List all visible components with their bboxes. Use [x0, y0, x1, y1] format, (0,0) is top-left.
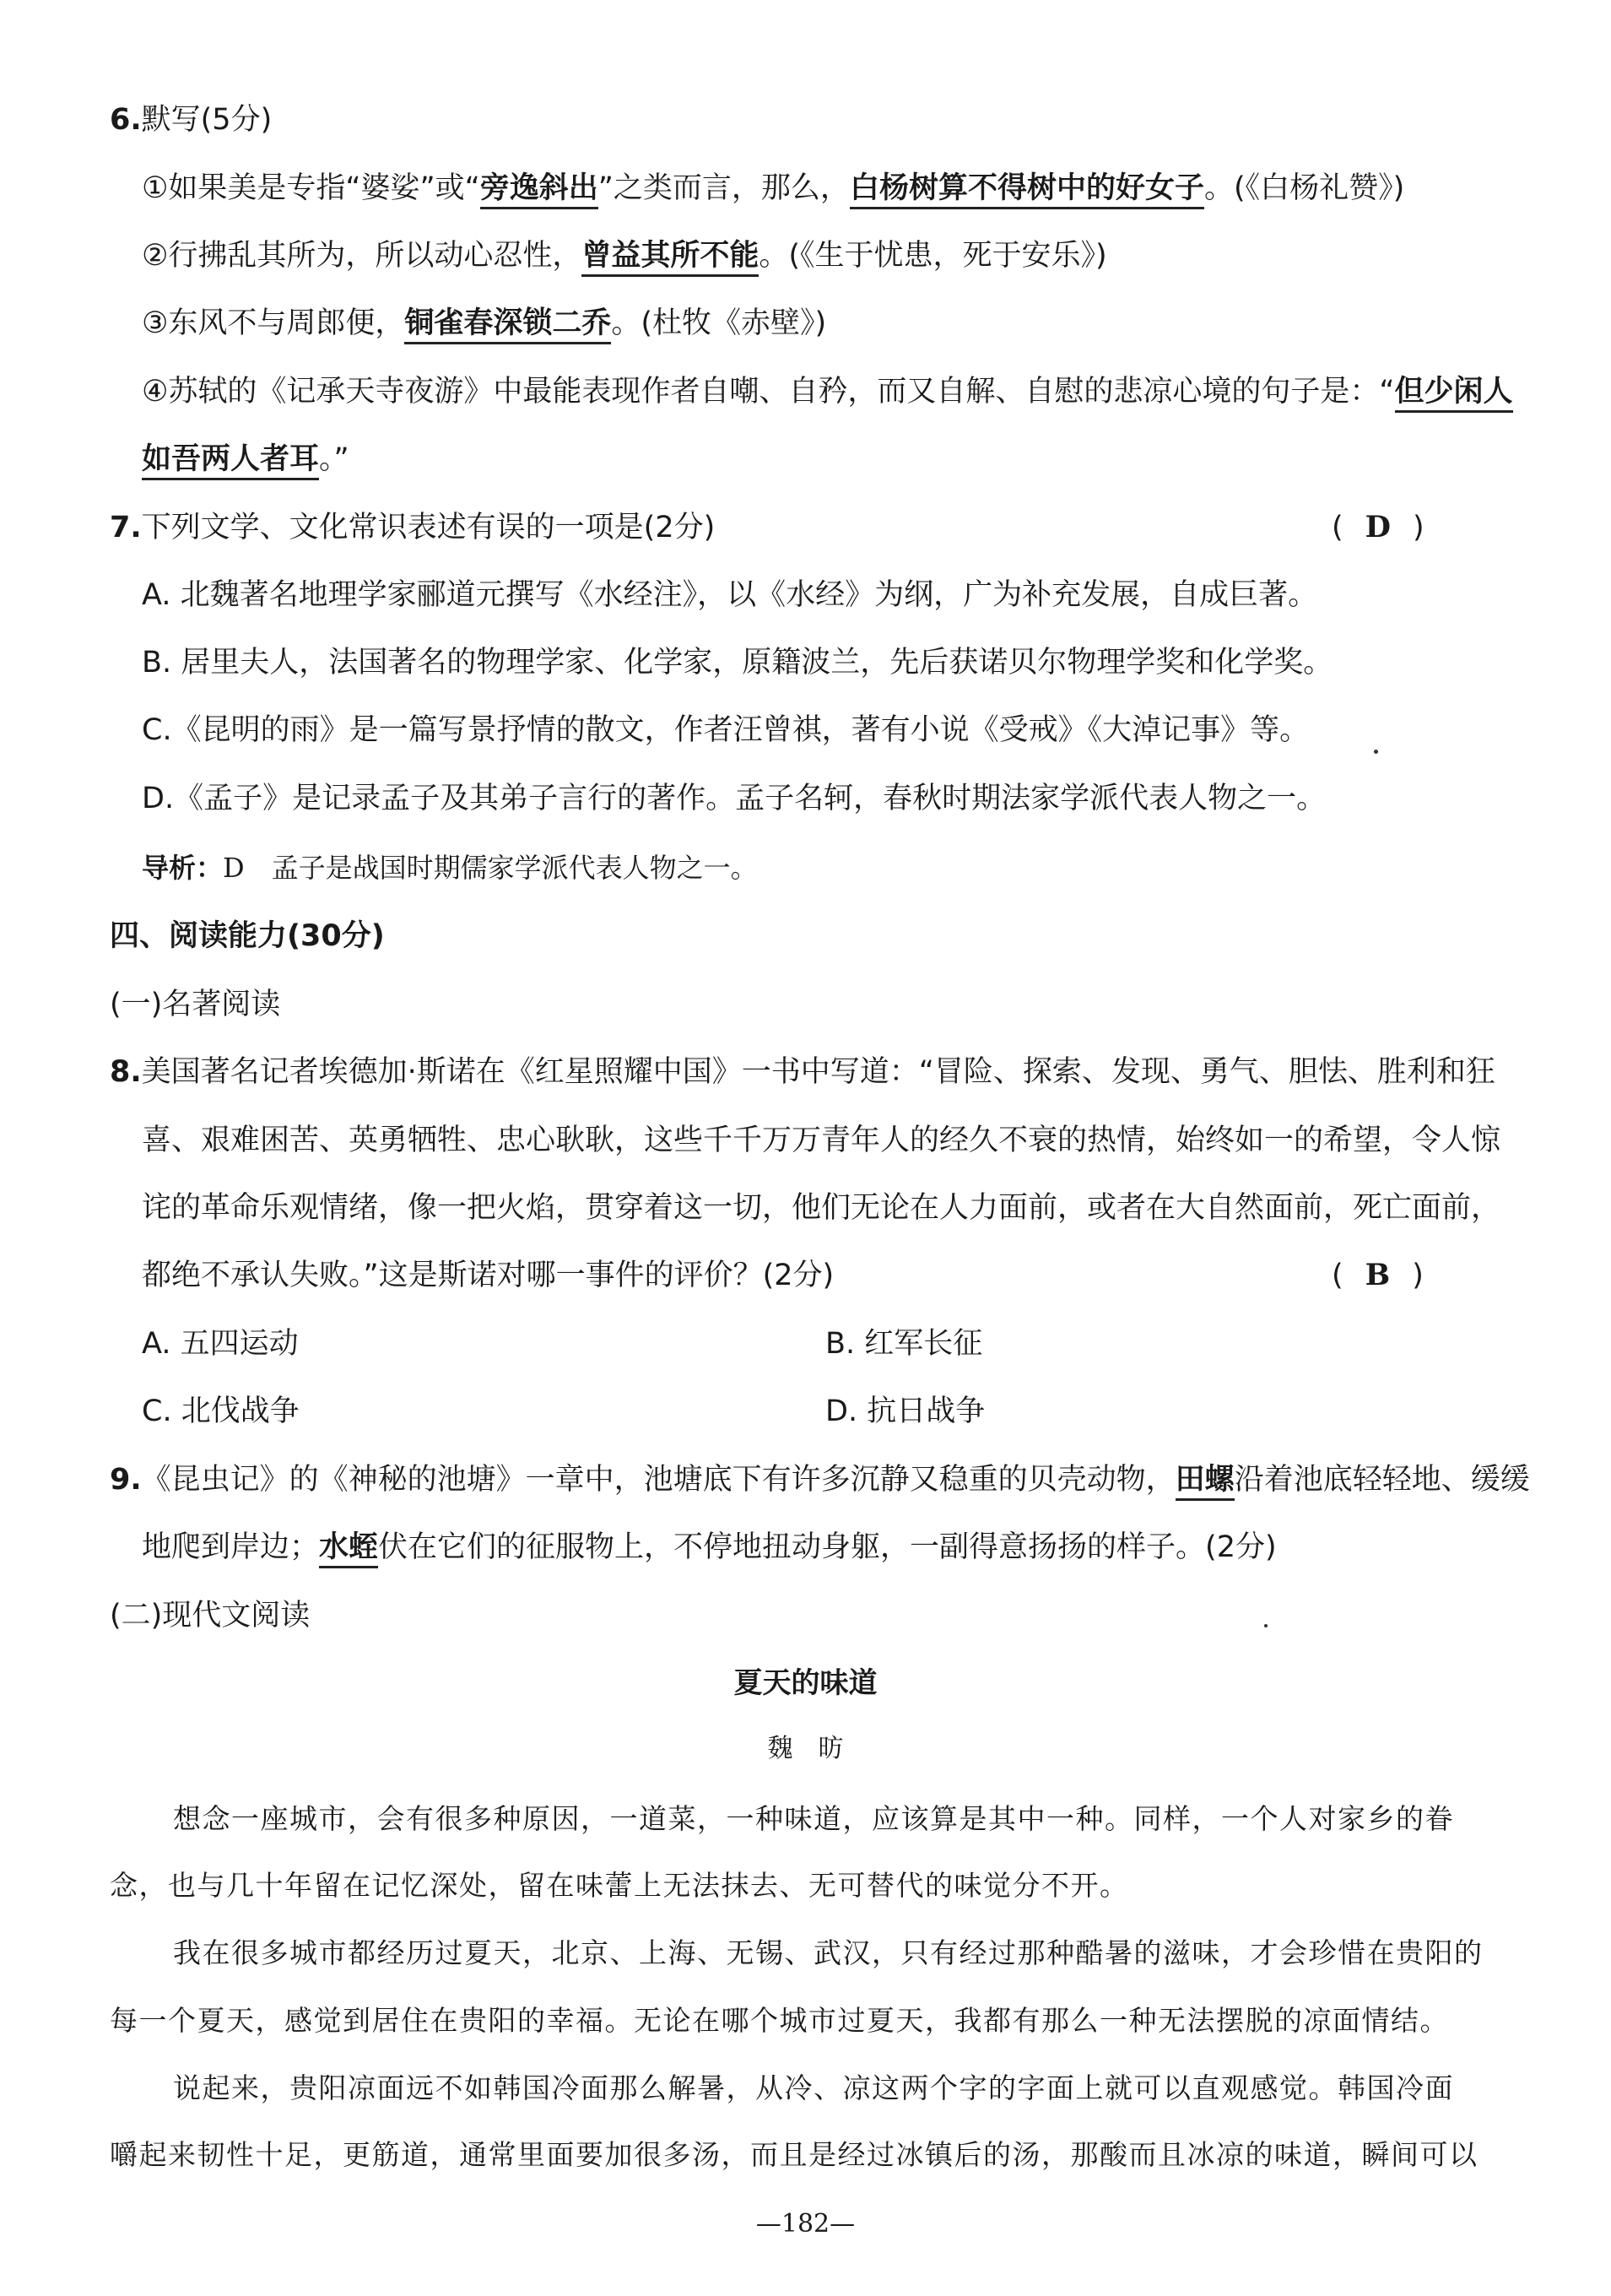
q7-option-a: A. 北魏著名地理学家郦道元撰写《水经注》，以《水经》为纲，广为补充发展，自成巨著。: [142, 578, 1318, 612]
q8-line-4: 都绝不承认失败。”这是斯诺对哪一事件的评价？(2分): [142, 1259, 835, 1292]
q7-paren-open: (: [1332, 511, 1343, 544]
q8-option-d: D. 抗日战争: [825, 1394, 986, 1428]
q7-option-d: D.《孟子》是记录孟子及其弟子言行的著作。孟子名轲，春秋时期法家学派代表人物之一。: [142, 782, 1327, 815]
q6-item-1-text-b: ”之类而言，那么，: [597, 171, 850, 205]
page-number: —182—: [755, 2209, 856, 2239]
article-author: 魏 昉: [767, 1734, 844, 1763]
q6-item-2-text-b: 。(《生于忧患，死于安乐》): [759, 239, 1107, 273]
q6-number: 6.: [110, 103, 142, 137]
article-p3-line-2: 嚼起来韧性十足，更筋道，通常里面要加很多汤，而且是经过冰镇后的汤，那酸而且冰凉的味道，瞬间可以: [110, 2138, 1479, 2171]
q6-item-4-text-b: 。”: [319, 442, 349, 476]
q9-answer-2: 水蛭: [319, 1530, 378, 1568]
q8-option-a: A. 五四运动: [142, 1327, 299, 1361]
q7-answer: D: [1365, 510, 1392, 544]
q8-line-3: 诧的革命乐观情绪，像一把火焰，贯穿着这一切，他们无论在人力面前，或者在大自然面前，死亡面前，: [142, 1191, 1501, 1225]
q7-paren-close: ): [1413, 511, 1424, 544]
q9-line-2-text-b: 伏在它们的征服物上，不停地扭动身躯，一副得意扬扬的样子。(2分): [378, 1530, 1277, 1564]
section-4-sub-1: (一)名著阅读: [110, 988, 281, 1021]
q6-item-4-answer-1: 但少闲人: [1395, 375, 1513, 413]
q6-item-2-answer: 曾益其所不能: [581, 239, 759, 277]
q7-analysis-text: D 孟子是战国时期儒家学派代表人物之一。: [223, 852, 758, 884]
q6-item-4-line-2: [142, 441, 349, 478]
q8-line-1: [110, 1053, 1495, 1091]
article-p2-line-2: 每一个夏天，感觉到居住在贵阳的幸福。无论在哪个城市过夏天，我都有那么一种无法摆脱的凉面情结。: [110, 2004, 1449, 2037]
q7-analysis: [142, 849, 758, 886]
q6-item-1-answer-1: 旁逸斜出: [480, 171, 598, 209]
article-title: 夏天的味道: [733, 1666, 878, 1700]
q9-number: 9.: [110, 1463, 142, 1497]
q9-answer-1: 田螺: [1176, 1463, 1235, 1501]
section-4-title: 四、阅读能力(30分): [110, 919, 385, 953]
q6-item-1-answer-2: 白杨树算不得树中的好女子: [850, 171, 1204, 209]
q8-option-c: C. 北伐战争: [142, 1394, 300, 1428]
article-p1-line-2: 念，也与几十年留在记忆深处，留在味蕾上无法抹去、无可替代的味觉分不开。: [110, 1869, 1129, 1902]
q8-line-2: 喜、艰难困苦、英勇牺牲、忠心耿耿，这些千千万万青年人的经久不衰的热情，始终如一的希望，令人惊: [142, 1124, 1501, 1157]
q7-answer-box: [1332, 509, 1424, 546]
q6-item-2: [142, 237, 1107, 274]
q6-item-3-text-b: 。(杜牧《赤壁》): [611, 306, 827, 340]
q8-answer-box: [1332, 1257, 1424, 1294]
q8-paren-open: (: [1332, 1259, 1343, 1292]
q6-item-1-text-c: 。(《白杨礼赞》): [1203, 171, 1405, 205]
q6-item-1: [142, 170, 1404, 207]
q6-heading: [110, 101, 272, 138]
q6-item-4-text-a: ④苏轼的《记承天寺夜游》中最能表现作者自嘲、自矜，而又自解、自慰的悲凉心境的句子是：“: [142, 375, 1395, 409]
q9-line-1-text-a: 《昆虫记》的《神秘的池塘》一章中，池塘底下有许多沉静又稳重的贝壳动物，: [141, 1463, 1176, 1497]
q6-item-4-answer-2: 如吾两人者耳: [142, 442, 319, 480]
q7-analysis-label: 导析：: [142, 852, 224, 884]
q7-stem-text: 下列文学、文化常识表述有误的一项是(2分): [141, 511, 716, 544]
q7-stem: [110, 509, 715, 546]
q6-item-3: [142, 305, 826, 342]
q9-line-2: [142, 1529, 1277, 1566]
q8-line-1-text: 美国著名记者埃德加·斯诺在《红星照耀中国》一书中写道：“冒险、探索、发现、勇气、胆怯、胜利和狂: [141, 1055, 1495, 1089]
q8-paren-close: ): [1412, 1259, 1424, 1292]
q9-line-2-text-a: 地爬到岸边；: [142, 1530, 320, 1564]
q7-number: 7.: [110, 511, 142, 544]
article-p2-line-1: 我在很多城市都经历过夏天，北京、上海、无锡、武汉，只有经过那种酷暑的滋味，才会珍惜在贵阳的: [173, 1936, 1484, 1969]
q7-option-b: B. 居里夫人，法国著名的物理学家、化学家，原籍波兰，先后获诺贝尔物理学奖和化学奖。: [142, 646, 1333, 680]
article-p1-line-1: 想念一座城市，会有很多种原因，一道菜，一种味道，应该算是其中一种。同样，一个人对家乡的眷: [173, 1802, 1454, 1835]
q9-line-1-text-b: 沿着池底轻轻地、缓缓: [1234, 1463, 1530, 1497]
speck-dot-2: [1264, 1624, 1268, 1627]
q6-item-3-text-a: ③东风不与周郎便，: [142, 306, 405, 340]
q6-head-text: 默写(5分): [141, 103, 273, 137]
section-4-sub-2: (二)现代文阅读: [110, 1599, 311, 1633]
speck-dot: [1374, 750, 1378, 754]
q7-option-c: C.《昆明的雨》是一篇写景抒情的散文，作者汪曾祺，著有小说《受戒》《大淖记事》等。: [142, 713, 1310, 747]
q8-answer: B: [1365, 1258, 1391, 1292]
q6-item-2-text-a: ②行拂乱其所为，所以动心忍性，: [142, 239, 582, 273]
q6-item-3-answer: 铜雀春深锁二乔: [404, 306, 611, 344]
article-p3-line-1: 说起来，贵阳凉面远不如韩国冷面那么解暑，从冷、凉这两个字的字面上就可以直观感觉。韩国冷面: [173, 2071, 1454, 2104]
q8-option-b: B. 红军长征: [825, 1327, 983, 1361]
q6-item-1-text-a: ①如果美是专指“婆娑”或“: [142, 171, 480, 205]
q8-number: 8.: [110, 1055, 142, 1089]
q9-line-1: [110, 1461, 1530, 1498]
q6-item-4-line-1: [142, 373, 1513, 410]
